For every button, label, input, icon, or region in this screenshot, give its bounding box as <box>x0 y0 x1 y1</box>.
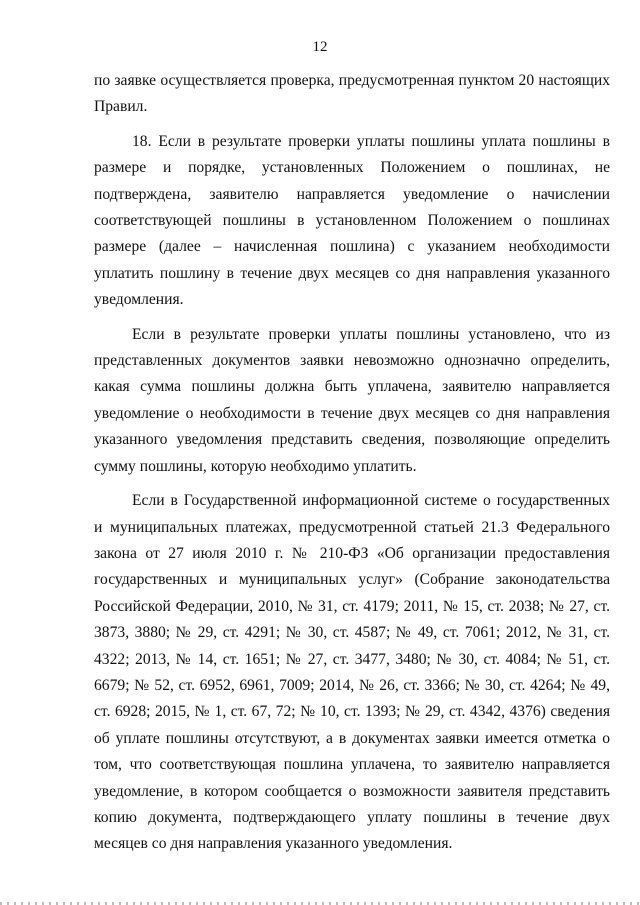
paragraph-gis-gmp: Если в Государственной информационной системе о государственных и муниципальных платежах, предусмотренной статьей 21.3 Федерального закона от 27 июля 2010 г. № 210-ФЗ «Об организации предоставления государственных и муниципальных услуг» (Собрание законодательства Российской Федерации, 2010, № 31, ст. 4179; 2011, № 15, ст. 2038; № 27, ст. 3873, 3880; № 29, ст. 4291; № 30, ст. 4587; № 49, ст. 7061; 2012, № 31, ст. 4322; 2013, № 14, ст. 1651; № 27, ст. 3477, 3480; № 30, ст. 4084; № 51, ст. 6679; № 52, ст. 6952, 6961, 7009; 2014, № 26, ст. 3366; № 30, ст. 4264; № 49, ст. 6928; 2015, № 1, ст. 67, 72; № 10, ст. 1393; № 29, ст. 4342, 4376) сведения об уплате пошлины отсутствуют, а в документах заявки имеется отметка о том, что соответствующая пошлина уплачена, то заявителю направляется уведомление, в котором сообщается о возможности заявителя представить копию документа, подтверждающего уплату пошлины в течение двух месяцев со дня направления указанного уведомления. <box>94 492 610 853</box>
paragraph-item-18: 18. Если в результате проверки уплаты пошлины уплата пошлины в размере и порядке, установленных Положением о пошлинах, не подтверждена, заявителю направляется уведомление о начислении соответствующей пошлины в установленном Положением о пошлинах размере (далее – начисленная пошлина) с указанием необходимости уплатить пошлину в течение двух месяцев со дня направления указанного уведомления. <box>94 132 610 309</box>
page-number: 12 <box>312 39 328 55</box>
document-body <box>94 68 610 858</box>
paragraph-amount-undetermined: Если в результате проверки уплаты пошлины установлено, что из представленных документов заявки невозможно однозначно определить, какая сумма пошлины должна быть уплачена, заявителю направляется уведомление о необходимости в течение двух месяцев со дня направления указанного уведомления представить сведения, позволяющие определить сумму пошлины, которую необходимо уплатить. <box>94 325 610 475</box>
paragraph-continuation: по заявке осуществляется проверка, предусмотренная пунктом 20 настоящих Правил. <box>94 72 610 116</box>
